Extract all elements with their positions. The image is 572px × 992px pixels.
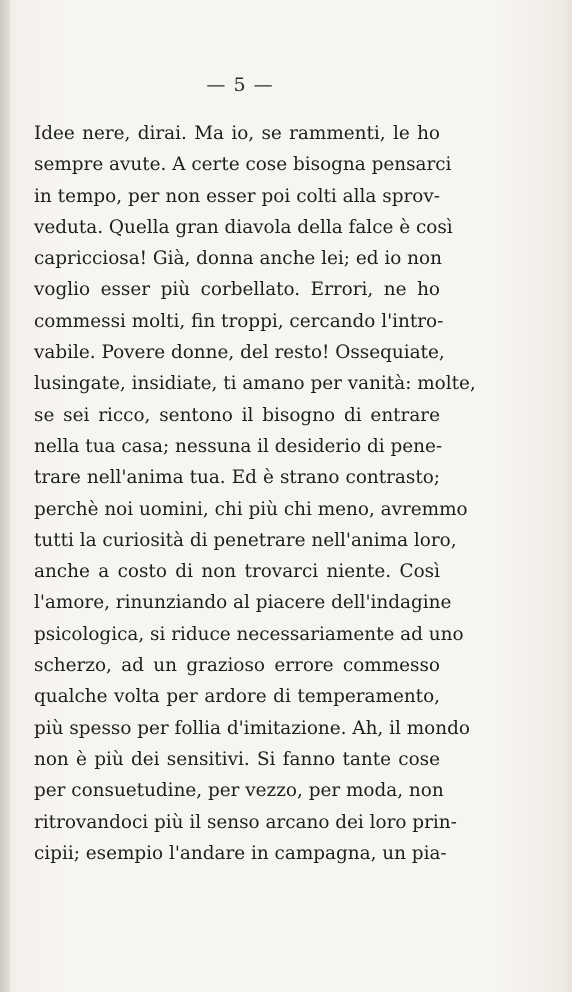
text-line: più spesso per follia d'imitazione. Ah, il mondo xyxy=(34,717,470,739)
text-line: psicologica, si riduce necessariamente ad uno xyxy=(34,623,464,645)
text-line: qualche volta per ardore di temperamento, xyxy=(34,686,440,708)
text-line: se sei ricco, sentono il bisogno di entrare xyxy=(34,404,440,426)
text-line: lusingate, insidiate, ti amano per vanità: molte, xyxy=(34,373,476,395)
text-line: tutti la curiosità di penetrare nell'anima loro, xyxy=(34,529,457,551)
text-line: Idee nere, dirai. Ma io, se rammenti, le ho xyxy=(34,123,440,144)
text-line: veduta. Quella gran diavola della falce è così xyxy=(34,216,453,238)
text-line: perchè noi uomini, chi più chi meno, avremmo xyxy=(34,498,468,520)
text-line: ritrovandoci più il senso arcano dei loro prin- xyxy=(34,811,457,833)
text-line: non è più dei sensitivi. Si fanno tante cose xyxy=(34,748,440,770)
text-line: sempre avute. A certe cose bisogna pensarci xyxy=(34,154,452,176)
text-line: in tempo, per non esser poi colti alla sprov- xyxy=(34,185,440,207)
text-line: vabile. Povere donne, del resto! Ossequiate, xyxy=(34,342,445,364)
text-line: voglio esser più corbellato. Errori, ne ho xyxy=(34,279,440,301)
text-line: cipii; esempio l'andare in campagna, un pia- xyxy=(34,842,447,864)
text-line: anche a costo di non trovarci niente. Così xyxy=(34,561,440,583)
body-text xyxy=(34,118,476,869)
text-line: nella tua casa; nessuna il desiderio di pene- xyxy=(34,435,443,457)
text-line: commessi molti, fin troppi, cercando l'intro- xyxy=(34,310,444,332)
text-line: capricciosa! Già, donna anche lei; ed io non xyxy=(34,248,442,270)
page-binding-edge xyxy=(0,0,10,992)
page-number: — 5 — xyxy=(206,74,274,96)
text-line: trare nell'anima tua. Ed è strano contrasto; xyxy=(34,467,440,489)
text-line: l'amore, rinunziando al piacere dell'indagine xyxy=(34,592,452,614)
text-line: per consuetudine, per vezzo, per moda, non xyxy=(34,780,444,802)
text-line: scherzo, ad un grazioso errore commesso xyxy=(34,655,440,677)
